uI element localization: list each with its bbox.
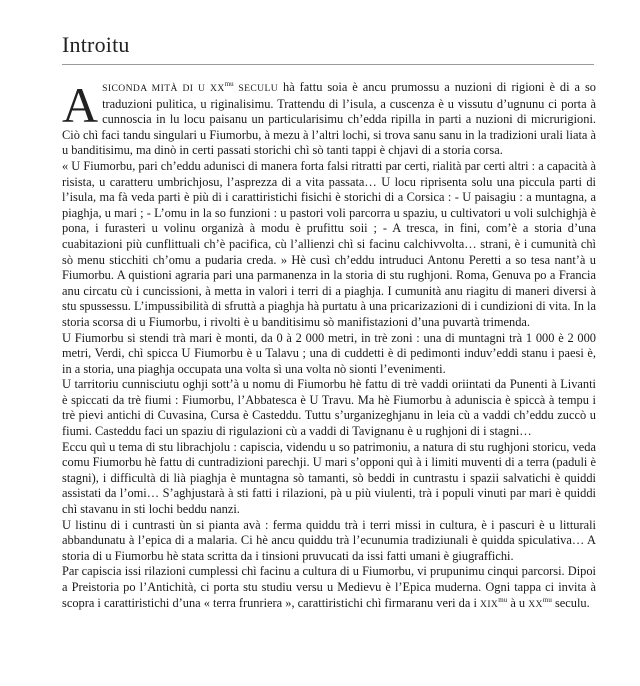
title-rule: [62, 64, 594, 65]
page-title: Introitu: [62, 32, 130, 57]
superscript-mu-xix: mu: [498, 595, 508, 604]
paragraph-7: [62, 564, 596, 612]
paragraph-6: U listinu di i cuntrasti ùn si pianta avà : ferma quiddu trà i terri missi in cultura, è i pascuri è u litturali abbandunatu à l’epica di a malaria. Ci hè ancu quiddu trà l’ecunumia tradiziunali è quidda spiculativa… A storia di u Fiumorbu hè stata scritta da i tinsioni pruvucati da issi fatti umani è giugraffichi.: [62, 517, 596, 563]
superscript-mu: mu: [224, 79, 234, 88]
drop-cap: A: [62, 77, 99, 133]
paragraph-3: U Fiumorbu si stendi trà mari è monti, da 0 à 2 000 metri, in trè zoni : una di muntagni trà 1 000 è 2 000 metri, Verdi, chì spicca U Fiumorbu è u Talavu ; una di cuddetti è di pedimonti induv’eddi stanu i paesi è, in a storia, una piaghja occupata una volta sì una volta nò sionti l’evenimenti.: [62, 330, 596, 376]
century-xx: XX: [528, 598, 543, 610]
century-xix: XIX: [480, 598, 499, 610]
paragraph-7-mid: à u: [507, 595, 529, 610]
paragraph-7-text: Par capiscia issi rilazioni cumplessi chì facinu a cultura di u Fiumorbu, vi prupunimu cinqui parcorsi. Dipoi a Preistoria po l’Antichità, ci porta stu studiu versu u Medievu è l’Epica muderna. Ogni tappa ci invita à scopra i carattiristichi d’una « terra frunriera », carattiristichi chì firmaranu veri da i: [62, 564, 596, 610]
body-text: [62, 77, 597, 612]
lead-smallcaps-end: SECULU: [233, 83, 279, 94]
paragraph-5: Eccu quì u tema di stu librachjolu : capiscia, videndu u so patrimoniu, a natura di stu rughjoni storicu, veda comu Fiumorbu hè fattu di cuntradizioni parechji. U mari s’opponi quì à i limiti muventi di a terra (paduli è stagni), i difficultà di lià piaghja è muntagna sò tamanti, sò beddi in cuntrastu i spazii salvatichi è quiddi assistati da l’omi… S’aghjustarà à sti fatti i rilazioni, pà u più viulenti, trà i populi vinuti par mari è quiddi chì stavanu in sti lochi beddu nanzi.: [62, 439, 596, 517]
paragraph-7-end: seculu.: [551, 595, 590, 610]
paragraph-1: [62, 77, 597, 159]
paragraph-4: U tarritoriu cunnisciutu oghji sott’à u nomu di Fiumorbu hè fattu di trè vaddi oriintati da Punenti à Livanti è spiccati da trè fiumi : Fiumorbu, l’Abbatesca è U Travu. Ma hè Fiumorbu à aduniscia è spiccà à tempu i trè pievi antichi di Cuvasina, Cursa è Casteddu. Tuttu s’urganizeghjanu in leia cù a vaddi ch’eddu zuccò u fiumi. Casteddu faci un spaziu di rigulazioni cù a vaddi di Tavignanu è u rughjoni di i stagni…: [62, 377, 596, 439]
superscript-mu-xx: mu: [542, 595, 552, 604]
paragraph-1-text: hà fattu soia è ancu prumossu a nuzioni di rigioni è di a so traduzioni pulitica, u riginalisimu. Trattendu di l’isula, a cuscenza è u vissutu d’ugnunu ci porta à cunnoscia in lu locu paisanu un particularisimu ch’edda ripilla in parti a nuzioni di micrurigioni. Ciò chì faci tandu singulari u Fiumorbu, à mezu à l’altri lochi, si trova sanu sanu in la tradizioni urali liata à u banditisimu, ma dinò in certi passati storichi chì sò tanti tappi è chjavi di a storia corsa.: [62, 80, 597, 158]
paragraph-2: « U Fiumorbu, pari ch’eddu adunisci di manera forta falsi ritratti par certi, rialità par certi altri : a capacità à risista, u caratteru umbrichjosu, l’asprezza di a vita passata… U locu riprisenta solu una piccula parti di l’isula, ma fà veda parti è più di i carattiristichi fisichi è storichi di a Corsica : - U paisagiu : a muntagna, a piaghja, u mari ; - L’omu in la so funzioni : u pastori voli parcorra u spaziu, u cultivatori u voli sulchighjà è pona, i furasteri u volinu organizà à modu è prufittu soii ; - A tresca, in fini, com’è a storia d’una cuabitazioni più cunflittuali ch’è pacifica, cù l’allienzi chì si facinu calchivvolta… strani, è i cumunità chì sò menu sticchiti ch’omu a pudaria creda. » Hè cusì ch’eddu intruduci Antonu Peretti a so tesa nant’à u Fiumorbu. A quistioni agraria pari una parmanenza in la storia di stu rughjoni. Roma, Genuva po a Francia anu circatu cù i cuncissioni, à metta in valori i terri di a piaghja. I cumunità anu riagitu di maneri diversi à stu spussessu. L’impussibilità di sfruttà a piaghja hà purtatu à una pricarizazioni di i cundizioni di vita. In la storia scorsa di u Fiumorbu, i rivolti è u banditisimu sò manifistazioni d’una puvartà trimenda.: [62, 158, 596, 329]
lead-smallcaps: SICONDA MITÀ DI U XX: [102, 83, 225, 94]
